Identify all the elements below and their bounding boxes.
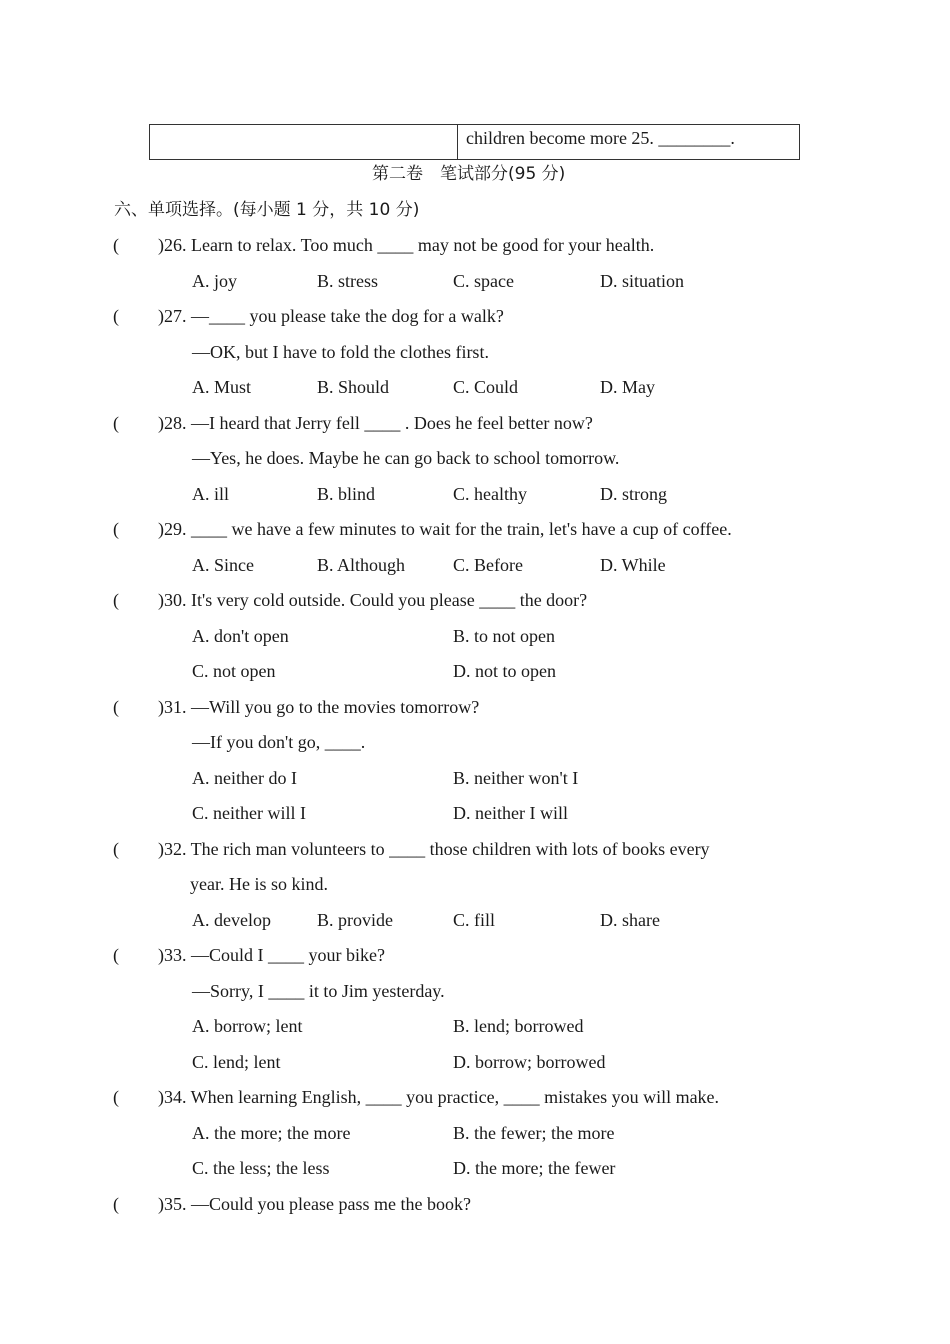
answer-paren[interactable]: (: [113, 306, 119, 326]
question-stem-2: year. He is so kind.: [190, 874, 328, 894]
option-b: B. blind: [317, 484, 376, 504]
option-d: D. borrow; borrowed: [453, 1052, 606, 1072]
table-cell-left: [150, 125, 458, 159]
option-c: C. not open: [192, 661, 276, 681]
question-stem: )27. —____ you please take the dog for a walk?: [158, 306, 504, 326]
option-a: A. borrow; lent: [192, 1016, 303, 1036]
question-stem-2: —If you don't go, ____.: [192, 732, 366, 752]
answer-paren[interactable]: (: [113, 697, 119, 717]
answer-paren[interactable]: (: [113, 1194, 119, 1214]
question-stem: )31. —Will you go to the movies tomorrow?: [158, 697, 480, 717]
part-heading: 第二卷 笔试部分(95 分): [372, 164, 566, 184]
answer-table: [149, 124, 800, 160]
option-d: D. May: [600, 377, 655, 397]
option-c: C. neither will I: [192, 803, 306, 823]
option-a: A. Since: [192, 555, 254, 575]
question-stem: )33. —Could I ____ your bike?: [158, 945, 385, 965]
option-c: C. the less; the less: [192, 1158, 330, 1178]
option-b: B. provide: [317, 910, 393, 930]
answer-paren[interactable]: (: [113, 519, 119, 539]
option-a: A. ill: [192, 484, 230, 504]
option-c: C. Could: [453, 377, 519, 397]
option-a: A. don't open: [192, 626, 289, 646]
question-stem: )29. ____ we have a few minutes to wait for the train, let's have a cup of coffee.: [158, 519, 732, 539]
question-stem-2: —Sorry, I ____ it to Jim yesterday.: [192, 981, 445, 1001]
option-c: C. fill: [453, 910, 496, 930]
option-d: D. share: [600, 910, 660, 930]
answer-paren[interactable]: (: [113, 839, 119, 859]
answer-paren[interactable]: (: [113, 235, 119, 255]
answer-paren[interactable]: (: [113, 945, 119, 965]
question-stem: )35. —Could you please pass me the book?: [158, 1194, 471, 1214]
table-cell-right: children become more 25. ________.: [466, 128, 735, 148]
option-a: A. develop: [192, 910, 271, 930]
answer-paren[interactable]: (: [113, 1087, 119, 1107]
option-a: A. the more; the more: [192, 1123, 351, 1143]
option-c: C. space: [453, 271, 514, 291]
question-stem: )28. —I heard that Jerry fell ____ . Does he feel better now?: [158, 413, 593, 433]
answer-paren[interactable]: (: [113, 413, 119, 433]
option-d: D. not to open: [453, 661, 556, 681]
question-stem-2: —OK, but I have to fold the clothes first.: [192, 342, 489, 362]
question-stem-2: —Yes, he does. Maybe he can go back to school tomorrow.: [192, 448, 620, 468]
option-d: D. situation: [600, 271, 684, 291]
option-b: B. neither won't I: [453, 768, 579, 788]
option-b: B. lend; borrowed: [453, 1016, 584, 1036]
option-a: A. neither do I: [192, 768, 297, 788]
section-heading: 六、单项选择。(每小题 1 分，共 10 分): [114, 200, 420, 220]
option-b: B. Should: [317, 377, 390, 397]
option-b: B. Although: [317, 555, 406, 575]
option-d: D. While: [600, 555, 666, 575]
option-d: D. the more; the fewer: [453, 1158, 616, 1178]
option-b: B. stress: [317, 271, 379, 291]
option-a: A. Must: [192, 377, 252, 397]
option-a: A. joy: [192, 271, 237, 291]
question-stem: )30. It's very cold outside. Could you please ____ the door?: [158, 590, 588, 610]
option-c: C. healthy: [453, 484, 527, 504]
question-stem: )26. Learn to relax. Too much ____ may not be good for your health.: [158, 235, 655, 255]
answer-paren[interactable]: (: [113, 590, 119, 610]
option-b: B. to not open: [453, 626, 555, 646]
question-stem: )34. When learning English, ____ you practice, ____ mistakes you will make.: [158, 1087, 720, 1107]
option-d: D. strong: [600, 484, 667, 504]
option-b: B. the fewer; the more: [453, 1123, 615, 1143]
option-d: D. neither I will: [453, 803, 568, 823]
question-stem: )32. The rich man volunteers to ____ those children with lots of books every: [158, 839, 710, 859]
option-c: C. Before: [453, 555, 523, 575]
option-c: C. lend; lent: [192, 1052, 281, 1072]
